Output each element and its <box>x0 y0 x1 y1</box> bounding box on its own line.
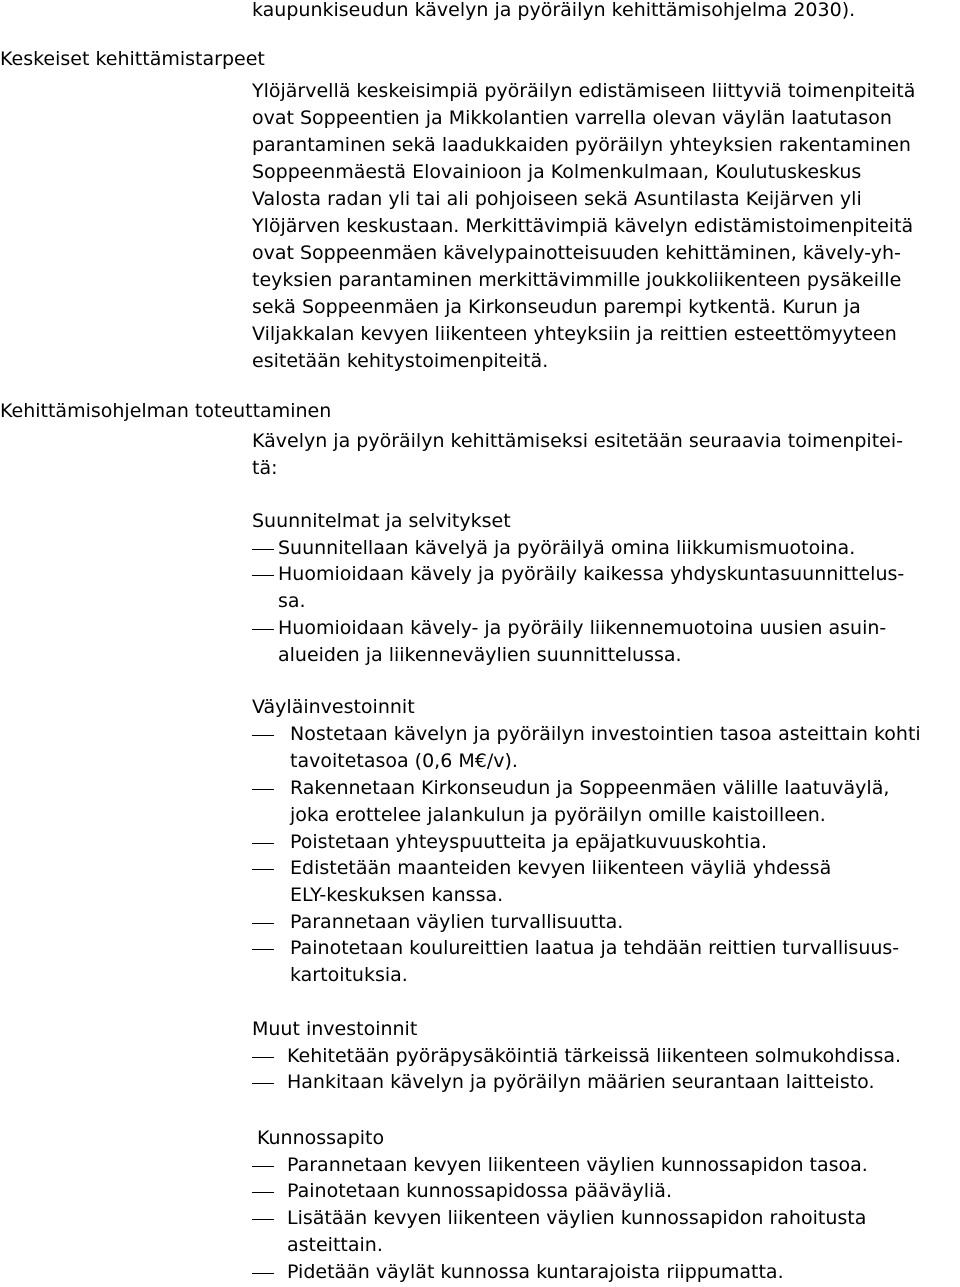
implementation-intro-line: tä: <box>252 457 278 479</box>
routes-item-cont: joka erottelee jalankulun ja pyöräilyn omille kaistoilleen. <box>290 804 826 826</box>
needs-text-line: Soppeenmäestä Elovainioon ja Kolmenkulmaan, Koulutuskeskus <box>252 161 862 183</box>
needs-text-line: Ylöjärvellä keskeisimpiä pyöräilyn edistämiseen liittyviä toimenpiteitä <box>252 80 916 102</box>
needs-text-line: Ylöjärven keskustaan. Merkittävimpiä kävelyn edistämistoimenpiteitä <box>252 215 914 237</box>
dash-bullet-icon <box>252 1083 274 1084</box>
plans-item-cont: sa. <box>278 590 306 612</box>
dash-bullet-icon <box>252 789 274 790</box>
routes-item: Edistetään maanteiden kevyen liikenteen väyliä yhdessä <box>290 857 832 879</box>
needs-text-line: esitetään kehitystoimenpiteitä. <box>252 350 549 372</box>
maintenance-item: Lisätään kevyen liikenteen väylien kunnossapidon rahoitusta <box>287 1207 867 1229</box>
dash-bullet-icon <box>252 1057 274 1058</box>
dash-bullet-icon <box>252 575 274 576</box>
needs-text-line: parantaminen sekä laadukkaiden pyöräilyn yhteyksien rakentaminen <box>252 134 911 156</box>
subheading-routes: Väyläinvestoinnit <box>252 696 415 718</box>
dash-bullet-icon <box>252 1273 274 1274</box>
routes-item: Poistetaan yhteyspuutteita ja epäjatkuvuuskohtia. <box>290 831 768 853</box>
section-heading-implementation: Kehittämisohjelman toteuttaminen <box>0 400 332 422</box>
dash-bullet-icon <box>252 629 274 630</box>
maintenance-item: Painotetaan kunnossapidossa pääväyliä. <box>287 1180 672 1202</box>
section-heading-needs: Keskeiset kehittämistarpeet <box>0 48 265 70</box>
dash-bullet-icon <box>252 843 274 844</box>
plans-item: Suunnitellaan kävelyä ja pyöräilyä omina liikkumismuotoina. <box>278 537 856 559</box>
needs-text-line: teyksien parantaminen merkittävimmille joukkoliikenteen pysäkeille <box>252 269 902 291</box>
intro-text: kaupunkiseudun kävelyn ja pyöräilyn kehittämisohjelma 2030). <box>252 0 856 21</box>
dash-bullet-icon <box>252 1166 274 1167</box>
needs-text-line: sekä Soppeenmäen ja Kirkonseudun parempi kytkentä. Kurun ja <box>252 296 861 318</box>
subheading-maintenance: Kunnossapito <box>257 1127 385 1149</box>
routes-item: Rakennetaan Kirkonseudun ja Soppeenmäen välille laatuväylä, <box>290 777 890 799</box>
dash-bullet-icon <box>252 1219 274 1220</box>
routes-item-cont: kartoituksia. <box>290 964 408 986</box>
dash-bullet-icon <box>252 549 274 550</box>
subheading-other: Muut investoinnit <box>252 1018 418 1040</box>
routes-item: Painotetaan koulureittien laatua ja tehdään reittien turvallisuus- <box>290 937 900 959</box>
needs-text-line: ovat Soppeenmäen kävelypainotteisuuden kehittäminen, kävely-yh- <box>252 242 901 264</box>
subheading-plans: Suunnitelmat ja selvitykset <box>252 510 511 532</box>
dash-bullet-icon <box>252 869 274 870</box>
dash-bullet-icon <box>252 949 274 950</box>
routes-item-cont: ELY-keskuksen kanssa. <box>290 884 504 906</box>
needs-text-line: Viljakkalan kevyen liikenteen yhteyksiin ja reittien esteettömyyteen <box>252 323 897 345</box>
dash-bullet-icon <box>252 923 274 924</box>
other-item: Hankitaan kävelyn ja pyöräilyn määrien seurantaan laitteisto. <box>287 1071 875 1093</box>
plans-item: Huomioidaan kävely ja pyöräily kaikessa yhdyskuntasuunnittelus- <box>278 563 905 585</box>
dash-bullet-icon <box>252 735 274 736</box>
maintenance-item: Parannetaan kevyen liikenteen väylien kunnossapidon tasoa. <box>287 1154 868 1176</box>
dash-bullet-icon <box>252 1192 274 1193</box>
needs-text-line: ovat Soppeentien ja Mikkolantien varrella olevan väylän laatutason <box>252 107 892 129</box>
plans-item: Huomioidaan kävely- ja pyöräily liikennemuotoina uusien asuin- <box>278 617 887 639</box>
needs-text-line: Valosta radan yli tai ali pohjoiseen sekä Asuntilasta Keijärven yli <box>252 188 862 210</box>
maintenance-item-cont: asteittain. <box>287 1234 383 1256</box>
routes-item: Parannetaan väylien turvallisuutta. <box>290 911 624 933</box>
routes-item-cont: tavoitetasoa (0,6 M€/v). <box>290 750 518 772</box>
maintenance-item: Pidetään väylät kunnossa kuntarajoista riippumatta. <box>287 1261 784 1283</box>
plans-item-cont: alueiden ja liikenneväylien suunnittelussa. <box>278 644 682 666</box>
routes-item: Nostetaan kävelyn ja pyöräilyn investointien tasoa asteittain kohti <box>290 723 921 745</box>
other-item: Kehitetään pyöräpysäköintiä tärkeissä liikenteen solmukohdissa. <box>287 1045 902 1067</box>
implementation-intro-line: Kävelyn ja pyöräilyn kehittämiseksi esitetään seuraavia toimenpitei- <box>252 430 903 452</box>
